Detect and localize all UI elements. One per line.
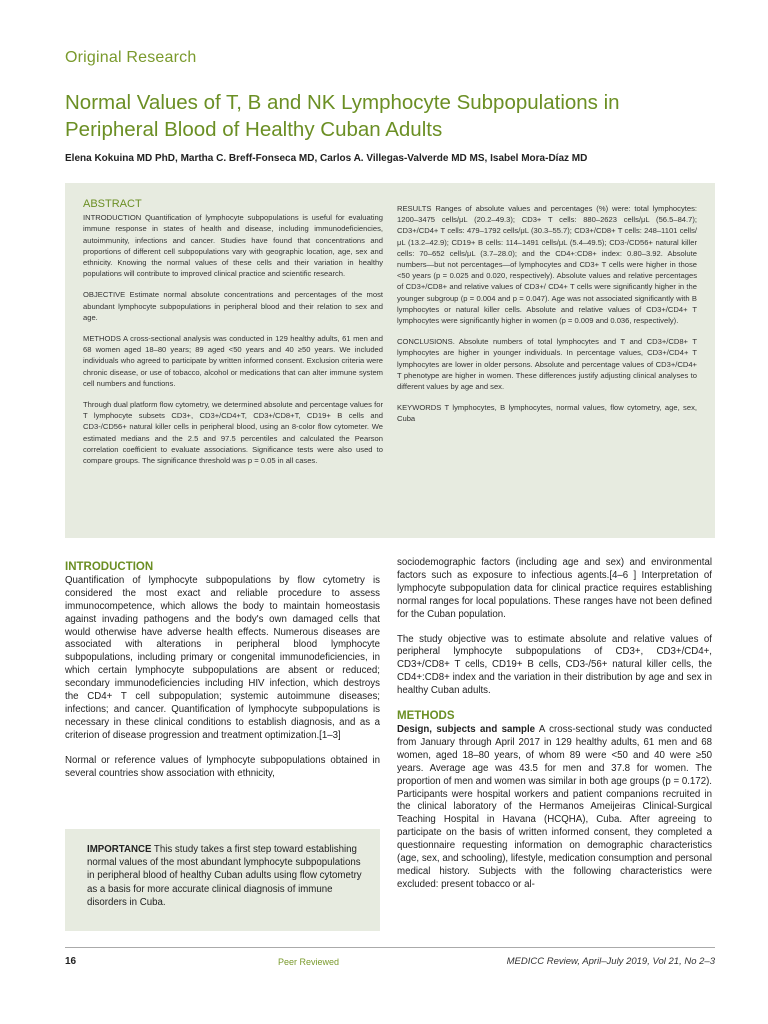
methods-text: A cross-sectional study was conducted from January through April 2017 in 129 healthy adults, 61 men and 68 women, aged 18–80 years, of whom 89 were <50 and 40 were ≥50 years. Average age was 43.5 for men and 37.8 for women. The proportion of men and women was similar in both age groups (p = 0.172). Participants were hospital workers and patient companions recruited in the clinical laboratory of the Hermanos Ameijeiras Clinical-Surgical Teaching Hospital in Havana (HCQHA), Cuba. After agreeing to participate on the basis of written informed consent, they completed a questionnaire requesting information on demographic characteristics (age, sex, and schooling), lifestyle, medication consumption and personal medical history. Subjects with the following characteristics were excluded: present tobacco or al-: [397, 723, 712, 890]
abstract-introduction: INTRODUCTION Quantification of lymphocyte subpopulations is useful for evaluating immune response in states of health and disease, including immunodeficiencies, autoimmunity, infections and cancer. Studies have found that concentrations and proportions of different cell subpopulations vary with geographic location, age, sex and ethnicity. Knowing the normal values of these cells and their variation in healthy populations will contribute to improved clinical practice and scientific research.: [83, 213, 383, 279]
importance-text: [87, 843, 369, 909]
abstract-methods: METHODS A cross-sectional analysis was conducted in 129 healthy adults, 61 men and 68 women aged 18–80 years; 89 aged <50 years and 40 ≥50 years. We included individuals who agreed to participate by written informed consent. Exclusion criteria were chronic disease, or use of tobacco, alcohol or medications that can alter immune system cell numbers and functions.: [83, 334, 383, 388]
importance-box: [65, 829, 380, 931]
footer-divider: [65, 947, 715, 948]
abstract-results: RESULTS Ranges of absolute values and percentages (%) were: total lymphocytes: 1200–3475 cells/μL (20.2–49.3); CD3+ T cells: 880–2623 cells/μL (56.5–84.7); CD3+/CD4+ T cells: 479–1792 cells/μL (30.3–55.7); CD3+/CD8+ T cells: 248–1101 cells/μL (13.2–42.9); CD19+ B cells: 114–1491 cells/μL (5.4–49.5); CD3-/CD56+ natural killer cells: 70–652 cells/μL (3.7–28.0); and the CD4+:CD8+ index: 0.80–3.92. Absolute numbers—but not percentages—of lymphocytes and CD3+ T cells were higher in those <50 years (p = 0.025 and 0.020, respectively). Absolute values and relative percentages of CD3+/CD8+ and relative values of CD3+/ CD4+ T cells were significantly higher in the younger subgroup (p = 0.004 and p = 0.047). Age was not associated significantly with B lymphocytes or natural killer cells. Absolute and relative values of CD3+/CD4+ T lymphocytes were significantly higher in women (p = 0.009 and 0.036, respectively).: [397, 204, 697, 326]
methods-paragraph: [397, 724, 712, 892]
section-label: Original Research: [65, 49, 197, 66]
body-left-column: [65, 561, 380, 793]
abstract-keywords: KEYWORDS T lymphocytes, B lymphocytes, normal values, flow cytometry, age, sex, Cuba: [397, 403, 697, 424]
study-objective-paragraph: The study objective was to estimate absolute and relative values of peripheral lymphocyte subpopulations of CD3+, CD3+/CD4+, CD3+/CD8+ T cells, CD19+ B cells, CD3-/56+ natural killer cells, the CD4+:CD8+ index and the variation in their distribution by age and sex in healthy Cuban adults.: [397, 633, 712, 697]
methods-heading: METHODS: [397, 710, 455, 723]
introduction-paragraph-1: Quantification of lymphocyte subpopulations by flow cytometry is considered the most exact and reliable procedure to assess immunocompetence, which allows the body to maintain homeostasis against invading pathogens and the body's own damaged cells that would otherwise have adverse health effects. Numerous diseases are associated with alterations in peripheral blood lymphocyte subpopulations, including primary or congenital immunodeficiencies, in which certain lymphocyte subpopulations are absent or reduced; secondary immunodeficiencies including HIV infection, which destroys the CD4+ T cell subpopulation; systemic autoimmune diseases; infections; and cancer. Quantification of lymphocyte subpopulations is necessary in these clinical conditions to establish diagnosis, and as a criterion of disease progression and treatment optimization.[1–3]: [65, 574, 380, 741]
abstract-methods-continued: Through dual platform flow cytometry, we determined absolute and percentage values for T lymphocyte subsets CD3+, CD3+/CD4+T, CD3+/CD8+T, CD19+ B cells and CD3-/CD56+ natural killer cells in peripheral blood, using an 8-color flow cytometer. We estimated medians and the 2.5 and 97.5 percentiles and calculated the Pearson correlation coefficient to evaluate associations. Significance tests were also used to compare groups. The significance threshold was p = 0.05 in all cases.: [83, 400, 383, 466]
page-number: 16: [65, 956, 77, 967]
introduction-paragraph-2: Normal or reference values of lymphocyte subpopulations obtained in several countries show association with ethnicity,: [65, 754, 380, 779]
introduction-heading: INTRODUCTION: [65, 561, 154, 573]
abstract-heading: ABSTRACT: [83, 198, 142, 210]
article-title: Normal Values of T, B and NK Lymphocyte Subpopulations in Peripheral Blood of Healthy Cuban Adults: [65, 91, 620, 141]
body-right-column: [397, 557, 712, 904]
introduction-paragraph-3: sociodemographic factors (including age and sex) and environmental factors such as exposure to infectious agents.[4–6 ] Interpretation of lymphocyte subpopulation data for clinical practice requires establishing normal ranges for local populations. These ranges have not been defined for the Cuban population.: [397, 557, 712, 620]
abstract-conclusions: CONCLUSIONS. Absolute numbers of total lymphocytes and T and CD3+/CD8+ T lymphocytes are higher in younger individuals. In percentage values, CD3+/CD4+ T lymphocytes are lower in older persons. Absolute and percentage values of CD3+/CD4+ T phenotype are higher in women. These differences justify adjusting clinical analyses to different values by age and sex.: [397, 337, 697, 392]
journal-citation: MEDICC Review, April–July 2019, Vol 21, No 2–3: [506, 956, 715, 967]
author-list: Elena Kokuina MD PhD, Martha C. Breff-Fonseca MD, Carlos A. Villegas-Valverde MD MS, Isabel Mora-Díaz MD: [65, 153, 588, 164]
importance-label: IMPORTANCE: [87, 844, 152, 855]
abstract-right-column: [397, 203, 697, 435]
methods-subheading: Design, subjects and sample: [397, 723, 536, 735]
abstract-box: [65, 183, 715, 538]
abstract-objective: OBJECTIVE Estimate normal absolute concentrations and percentages of the most abundant lymphocyte subpopulations in peripheral blood and their relation to sex and age.: [83, 290, 383, 322]
importance-body: This study takes a first step toward establishing normal values of the most abundant lymphocyte subpopulations in peripheral blood of healthy Cuban adults using flow cytometry as a basis for more accurate clinical diagnosis of immune disorders in Cuba.: [87, 844, 362, 908]
peer-reviewed-label: Peer Reviewed: [278, 957, 340, 967]
abstract-left-column: [83, 199, 383, 476]
